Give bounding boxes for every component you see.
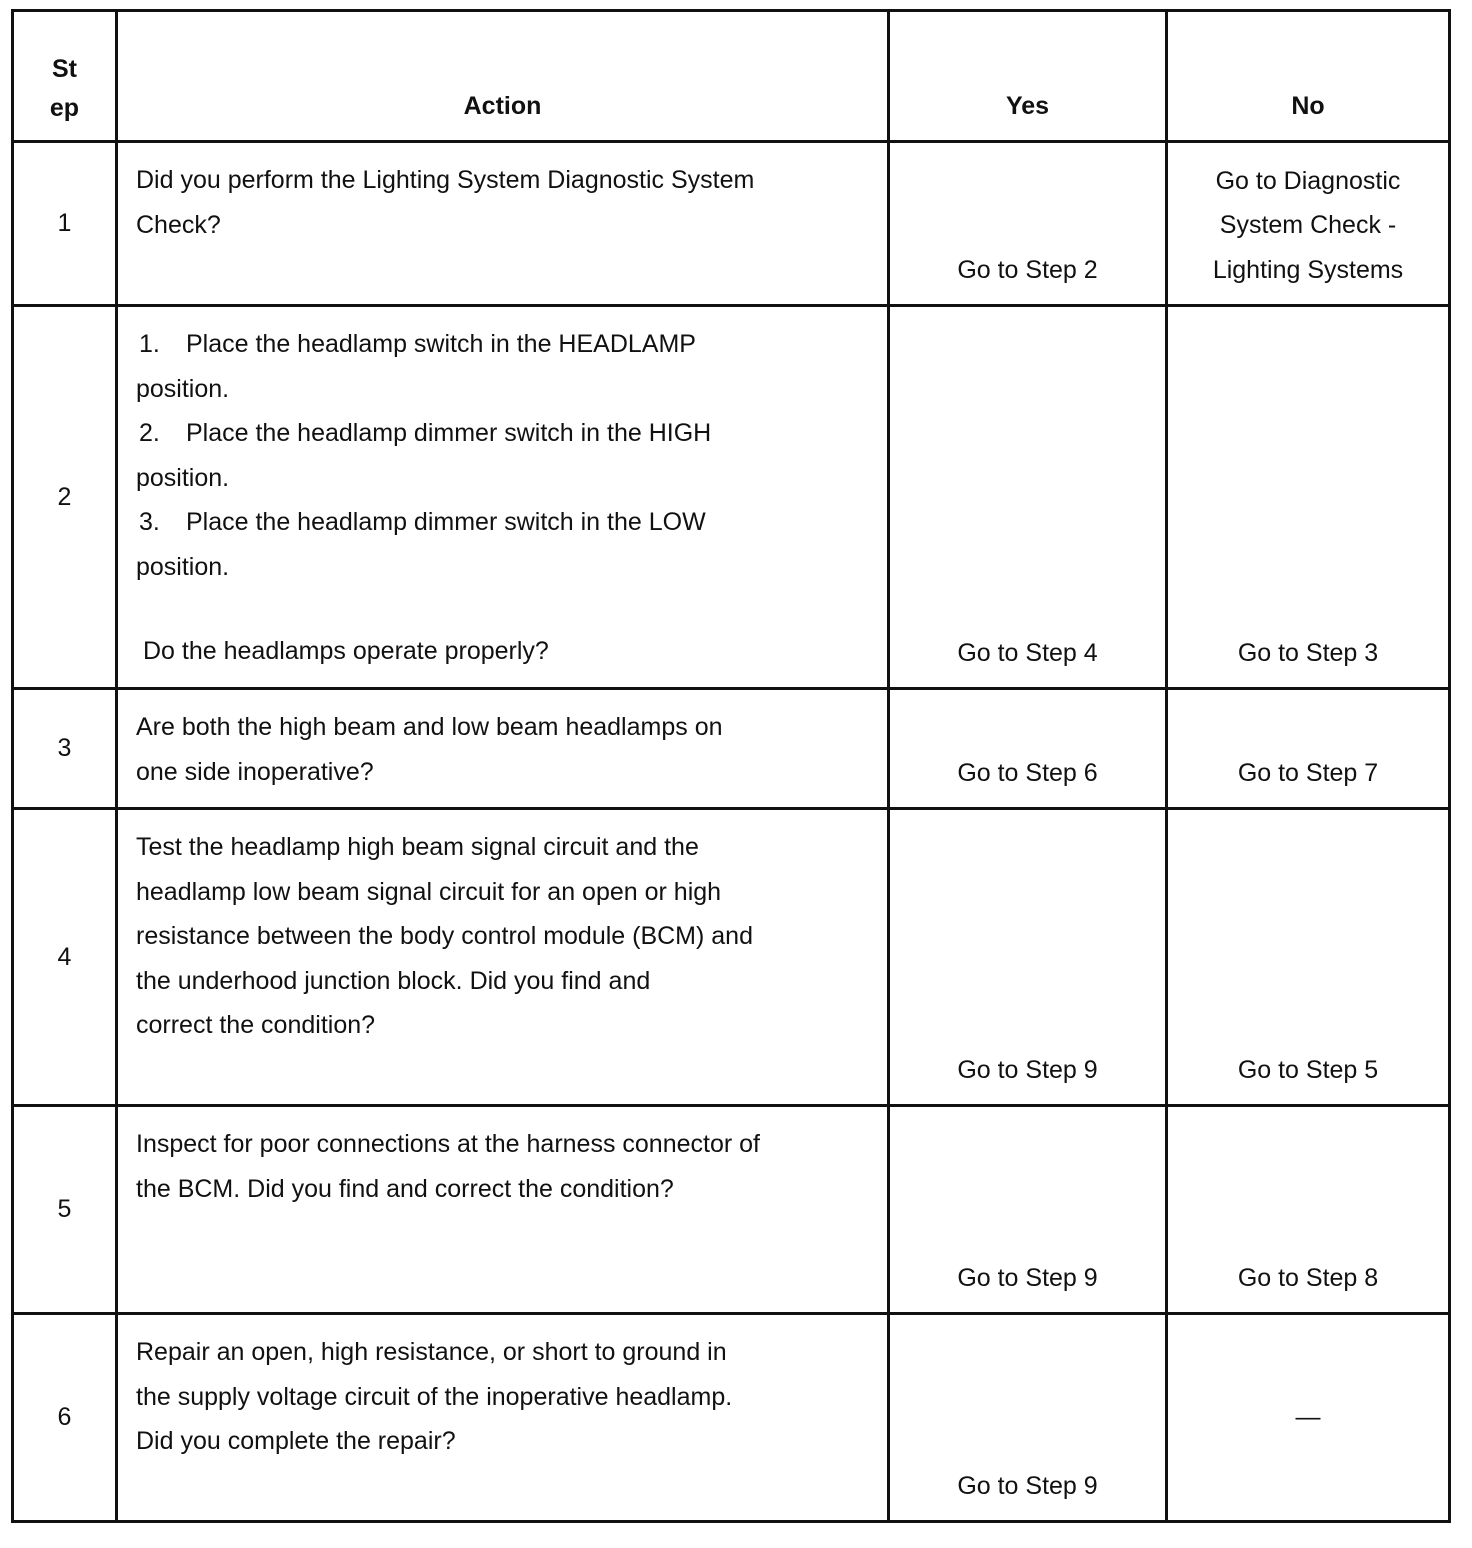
action-text: Inspect for poor connections at the harness connector of the BCM. Did you find and correct the condition? [117,1106,889,1314]
action-text [117,306,889,689]
list-item [136,500,867,545]
action-text: Test the headlamp high beam signal circuit and the headlamp low beam signal circuit for an open or high resistance between the body control module (BCM) and the underhood junction block. Did you find and correct the condition? [117,809,889,1106]
action-question: Do the headlamps operate properly? [143,637,549,665]
no-result: — [1167,1314,1450,1522]
yes-result: Go to Step 6 [889,689,1167,809]
step-number: 1 [13,142,117,306]
list-item-text: Place the headlamp switch in the HEADLAMP [186,330,696,358]
list-item-text: Place the headlamp dimmer switch in the HIGH [186,419,712,447]
list-item [136,322,867,367]
no-result: Go to Diagnostic System Check - Lighting Systems [1167,142,1450,306]
table-row [13,1314,1450,1522]
step-number: 2 [13,306,117,689]
header-no: No [1167,11,1450,142]
yes-result: Go to Step 9 [889,1314,1167,1522]
step-number: 3 [13,689,117,809]
header-step [13,11,117,142]
step-number: 4 [13,809,117,1106]
list-item-number: 1. [139,330,160,358]
action-text: Did you perform the Lighting System Diagnostic System Check? [117,142,889,306]
table-row [13,689,1450,809]
no-result: Go to Step 5 [1167,809,1450,1106]
header-step-line2: ep [49,94,80,122]
list-item-continued: position. [136,552,230,581]
yes-result: Go to Step 4 [889,306,1167,689]
step-number: 5 [13,1106,117,1314]
step-number: 6 [13,1314,117,1522]
table-row [13,142,1450,306]
list-item [136,411,867,456]
no-result: Go to Step 3 [1167,306,1450,689]
yes-result: Go to Step 9 [889,1106,1167,1314]
header-row [13,11,1450,142]
list-item-continued: position. [136,374,230,403]
action-text: Repair an open, high resistance, or short to ground in the supply voltage circuit of the inoperative headlamp. Did you complete the repair? [117,1314,889,1522]
diagnostic-table [11,9,1451,1523]
table-row [13,306,1450,689]
table-row [13,809,1450,1106]
list-item-number: 3. [139,508,160,536]
action-text: Are both the high beam and low beam headlamps on one side inoperative? [117,689,889,809]
header-yes: Yes [889,11,1167,142]
list-item-continued: position. [136,463,230,492]
list-item-text: Place the headlamp dimmer switch in the LOW [186,508,706,536]
yes-result: Go to Step 9 [889,809,1167,1106]
no-result: Go to Step 8 [1167,1106,1450,1314]
list-item-number: 2. [139,419,160,447]
header-action: Action [117,11,889,142]
no-result: Go to Step 7 [1167,689,1450,809]
header-step-line1: St [52,55,77,83]
yes-result: Go to Step 2 [889,142,1167,306]
table-row [13,1106,1450,1314]
